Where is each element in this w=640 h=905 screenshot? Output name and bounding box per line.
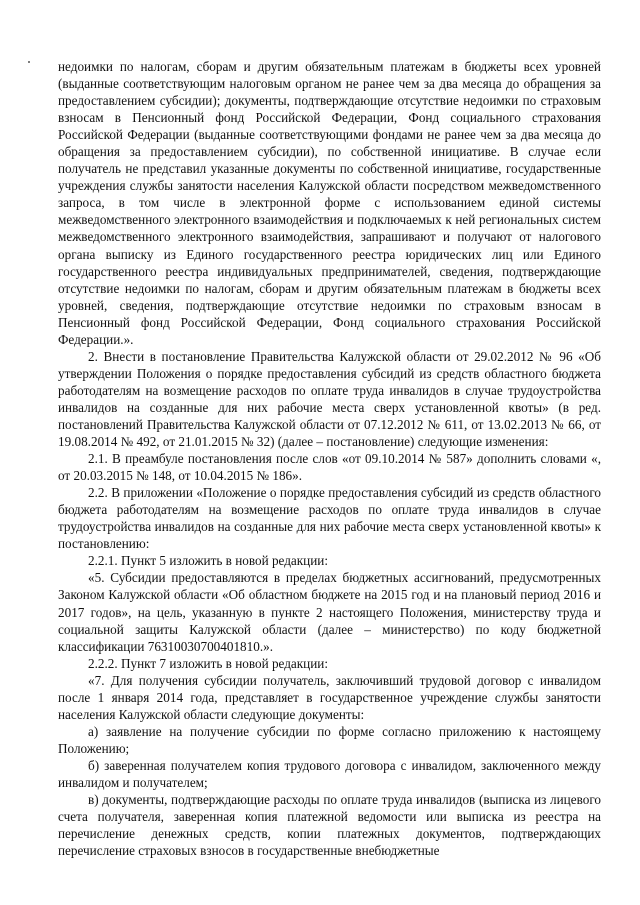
paragraph: 2.2. В приложении «Положение о порядке предоставления субсидий из средств областного бюджета работодателям на возмещение расходов по оплате труда инвалидов в случае трудоустройства инвалидов на созданные для них рабочие места сверх установленной квоты» к постановлению: [58, 485, 601, 552]
paragraph: недоимки по налогам, сборам и другим обязательным платежам в бюджеты всех уровней (выданные соответствующим налоговым органом не ранее чем за два месяца до обращения за предоставлением субсидии); документы, подтверждающие отсутствие недоимки по страховым взносам в Пенсионный фонд Российской Федерации, Фонд социального страхования Российской Федерации (выданные соответствующими фондами не ранее чем за два месяца до обращения за предоставлением субсидии), по собственной инициативе. В случае если получатель не представил указанные документы по собственной инициативе, государственные учреждения службы занятости населения Калужской области посредством межведомственного запроса, в том числе в электронной форме с использованием единой системы межведомственного электронного взаимодействия и подключаемых к ней региональных систем межведомственного электронного взаимодействия, запрашивают и получают от налогового органа выписку из Единого государственного реестра юридических лиц или Единого государственного реестра индивидуальных предпринимателей, сведения, подтверждающие отсутствие недоимки по налогам, сборам и другим обязательным платежам в бюджеты всех уровней, сведения, подтверждающие отсутствие недоимки по страховым взносам в Пенсионный фонд Российской Федерации, Фонд социального страхования Российской Федерации.». [58, 59, 601, 347]
document-body [58, 58, 601, 859]
paragraph: б) заверенная получателем копия трудового договора с инвалидом, заключенного между инвалидом и получателем; [58, 757, 601, 790]
paragraph: 2. Внести в постановление Правительства Калужской области от 29.02.2012 № 96 «Об утверждении Положения о порядке предоставления субсидий из средств областного бюджета работодателям на возмещение расходов по оплате труда инвалидов в случае трудоустройства инвалидов на созданные для них рабочие места сверх установленной квоты» (в ред. постановлений Правительства Калужской области от 07.12.2012 № 611, от 13.02.2013 № 66, от 19.08.2014 № 492, от 21.01.2015 № 32) (далее – постановление) следующие изменения: [58, 348, 601, 450]
paragraph: 2.2.2. Пункт 7 изложить в новой редакции: [88, 655, 329, 671]
paragraph: «5. Субсидии предоставляются в пределах бюджетных ассигнований, предусмотренных Законом Калужской области «Об областном бюджете на 2015 год и на плановый период 2016 и 2017 годов», на цель, указанную в пункте 2 настоящего Положения, министерству труда и социальной защиты Калужской области (далее – министерство) по коду бюджетной классификации 76310030700401810.». [58, 570, 601, 654]
scan-speck [28, 61, 30, 63]
paragraph: 2.1. В преамбуле постановления после слов «от 09.10.2014 № 587» дополнить словами «, от 20.03.2015 № 148, от 10.04.2015 № 186». [58, 451, 601, 484]
paragraph: 2.2.1. Пункт 5 изложить в новой редакции: [88, 553, 329, 569]
paragraph: в) документы, подтверждающие расходы по оплате труда инвалидов (выписка из лицевого счета получателя, заверенная копия платежной ведомости или выписка из реестра на перечисление денежных средств, копии платежных документов, подтверждающих перечисление страховых взносов в государственные внебюджетные [58, 792, 601, 859]
paragraph: а) заявление на получение субсидии по форме согласно приложению к настоящему Положению; [58, 723, 601, 756]
paragraph: «7. Для получения субсидии получатель, заключивший трудовой договор с инвалидом после 1 января 2014 года, представляет в государственное учреждение службы занятости населения Калужской области следующие документы: [58, 672, 601, 722]
